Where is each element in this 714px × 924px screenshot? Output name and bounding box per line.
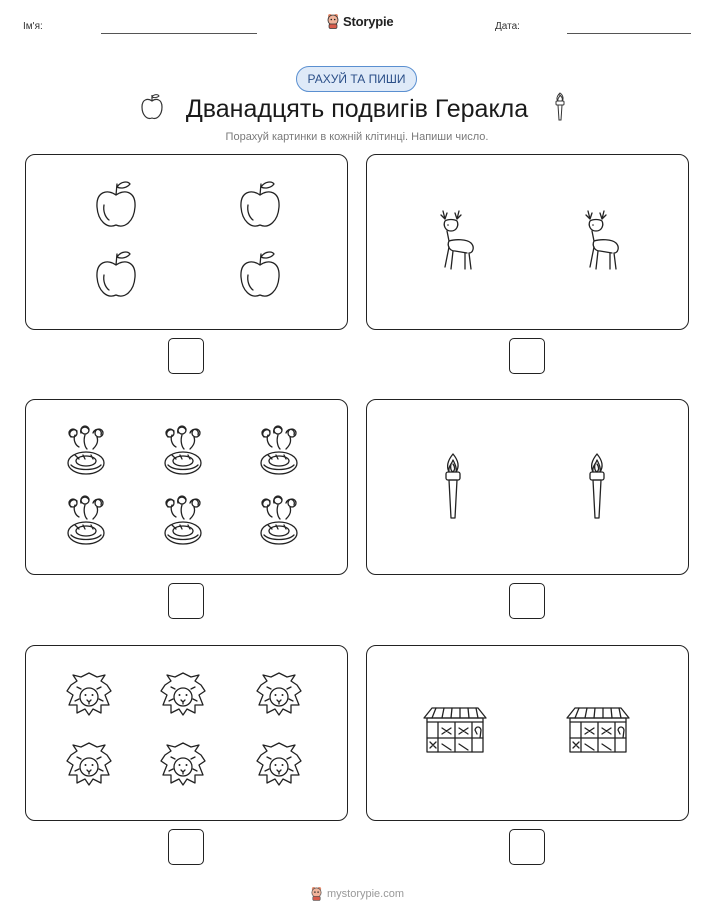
torch-icon bbox=[586, 452, 608, 527]
footer-mascot-icon bbox=[310, 886, 323, 901]
counting-panel-lion-skins bbox=[25, 645, 348, 821]
counting-panel-torches bbox=[366, 399, 689, 575]
hydra-icon bbox=[63, 425, 109, 484]
counting-panel-hydras bbox=[25, 399, 348, 575]
counting-panel-apples bbox=[25, 154, 348, 330]
lion-skin-icon bbox=[253, 669, 305, 724]
hydra-icon bbox=[256, 425, 302, 484]
answer-box-hydras[interactable] bbox=[168, 583, 204, 619]
torch-icon bbox=[552, 91, 568, 123]
hydra-icon bbox=[160, 495, 206, 554]
deer-icon bbox=[429, 207, 479, 282]
answer-box-stables[interactable] bbox=[509, 829, 545, 865]
stable-icon bbox=[563, 704, 633, 761]
date-label: Дата: bbox=[495, 21, 520, 32]
lion-skin-icon bbox=[253, 739, 305, 794]
brand bbox=[326, 13, 393, 29]
apple-icon bbox=[236, 179, 284, 236]
deer-icon bbox=[574, 207, 624, 282]
hydra-icon bbox=[256, 495, 302, 554]
lion-skin-icon bbox=[63, 739, 115, 794]
apple-icon bbox=[92, 249, 140, 306]
date-line[interactable] bbox=[567, 33, 691, 34]
page-title: Дванадцять подвигів Геракла bbox=[185, 95, 529, 123]
footer bbox=[0, 886, 714, 901]
apple-icon bbox=[92, 179, 140, 236]
footer-link[interactable]: mystorypie.com bbox=[326, 887, 405, 900]
answer-box-torches[interactable] bbox=[509, 583, 545, 619]
lion-skin-icon bbox=[63, 669, 115, 724]
counting-panel-stables bbox=[366, 645, 689, 821]
hydra-icon bbox=[160, 425, 206, 484]
brand-name: Storypie bbox=[343, 13, 394, 29]
instructions: Порахуй картинки в кожній клітинці. Напиши число. bbox=[225, 131, 489, 143]
apple-icon bbox=[236, 249, 284, 306]
lion-skin-icon bbox=[157, 669, 209, 724]
hydra-icon bbox=[63, 495, 109, 554]
lion-skin-icon bbox=[157, 739, 209, 794]
name-label: Ім'я: bbox=[23, 21, 43, 32]
answer-box-lion-skins[interactable] bbox=[168, 829, 204, 865]
torch-icon bbox=[442, 452, 464, 527]
stable-icon bbox=[420, 704, 490, 761]
counting-panel-deer bbox=[366, 154, 689, 330]
name-line[interactable] bbox=[101, 33, 257, 34]
brand-mascot-icon bbox=[326, 13, 340, 29]
answer-box-apples[interactable] bbox=[168, 338, 204, 374]
activity-badge: РАХУЙ ТА ПИШИ bbox=[296, 66, 417, 92]
answer-box-deer[interactable] bbox=[509, 338, 545, 374]
